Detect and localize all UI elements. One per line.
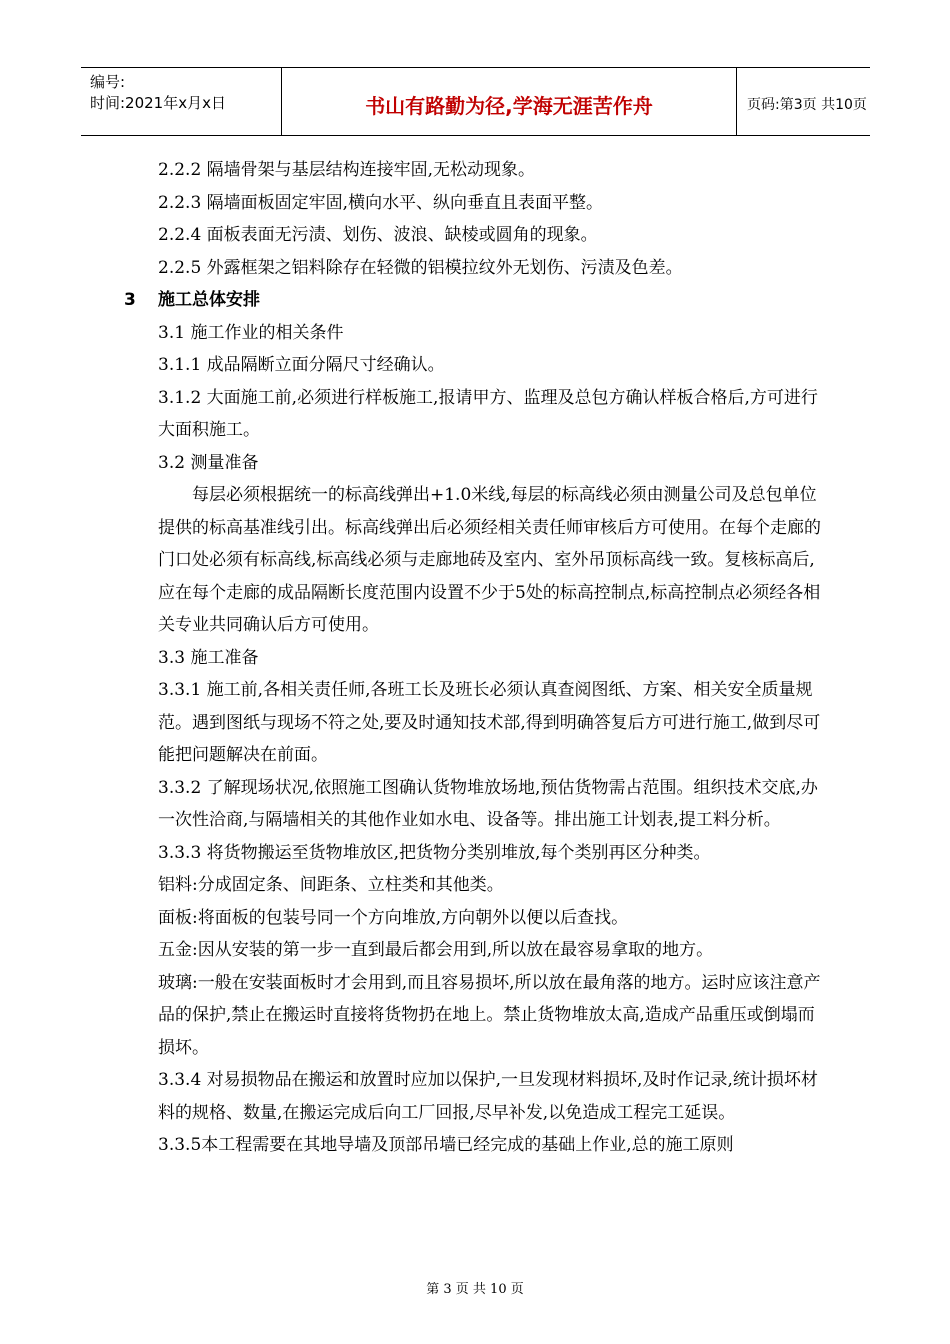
body-paragraph: 每层必须根据统一的标高线弹出+1.0米线,每层的标高线必须由测量公司及总包单位提供的标高基准线引出。标高线弹出后必须经相关责任师审核后方可使用。在每个走廊的门口处必须有标高线,标高线必须与走廊地砖及室内、室外吊顶标高线一致。复核标高后,应在每个走廊的成品隔断长度范围内设置不少于5处的标高控制点,标高控制点必须经各相关专业共同确认后方可使用。 bbox=[158, 485, 821, 635]
body-paragraph: 2.2.5 外露框架之铝料除存在轻微的铝模拉纹外无划伤、污渍及色差。 bbox=[158, 257, 683, 278]
body-paragraph: 3.3.5本工程需要在其地导墙及顶部吊墙已经完成的基础上作业,总的施工原则 bbox=[158, 1135, 734, 1155]
body-paragraph: 3.1 施工作业的相关条件 bbox=[158, 322, 344, 343]
body-paragraph: 五金:因从安装的第一步一直到最后都会用到,所以放在最容易拿取的地方。 bbox=[158, 940, 714, 960]
document-time-label: 时间:2021年x月x日 bbox=[90, 94, 226, 112]
header-page-cell bbox=[737, 68, 870, 135]
body-paragraph: 3.3.4 对易损物品在搬运和放置时应加以保护,一旦发现材料损坏,及时作记录,统计损坏材料的规格、数量,在搬运完成后向工厂回报,尽早补发,以免造成工程完工延误。 bbox=[158, 1070, 818, 1123]
body-paragraph: 2.2.4 面板表面无污渍、划伤、波浪、缺棱或圆角的现象。 bbox=[158, 225, 598, 245]
section-number: 3 bbox=[124, 290, 136, 310]
body-paragraph: 3.3 施工准备 bbox=[158, 647, 259, 668]
footer-page-number: 第 3 页 共 10 页 bbox=[426, 1282, 524, 1297]
header-motto-cell bbox=[282, 68, 737, 135]
body-paragraph: 2.2.2 隔墙骨架与基层结构连接牢固,无松动现象。 bbox=[158, 160, 536, 180]
header-left-cell bbox=[81, 68, 282, 135]
body-paragraph: 3.3.1 施工前,各相关责任师,各班工长及班长必须认真查阅图纸、方案、相关安全质量规范。遇到图纸与现场不符之处,要及时通知技术部,得到明确答复后方可进行施工,做到尽可能把问题解决在前面。 bbox=[158, 680, 821, 765]
section-title: 施工总体安排 bbox=[158, 290, 260, 310]
body-paragraph: 3.3.3 将货物搬运至货物堆放区,把货物分类别堆放,每个类别再区分种类。 bbox=[158, 842, 711, 863]
body-paragraph: 3.2 测量准备 bbox=[158, 452, 259, 473]
section-heading bbox=[124, 284, 824, 317]
page-header bbox=[81, 67, 870, 136]
body-paragraph: 3.3.2 了解现场状况,依照施工图确认货物堆放场地,预估货物需占范围。组织技术交底,办一次性洽商,与隔墙相关的其他作业如水电、设备等。排出施工计划表,提工料分析。 bbox=[158, 777, 818, 830]
document-number-label: 编号: bbox=[90, 73, 126, 91]
document-body bbox=[124, 154, 824, 1162]
body-paragraph: 面板:将面板的包装号同一个方向堆放,方向朝外以便以后查找。 bbox=[158, 907, 629, 928]
body-paragraph: 玻璃:一般在安装面板时才会用到,而且容易损坏,所以放在最角落的地方。运时应该注意产品的保护,禁止在搬运时直接将货物扔在地上。禁止货物堆放太高,造成产品重压或倒塌而损坏。 bbox=[158, 972, 821, 1058]
header-page-info: 页码:第3页 共10页 bbox=[747, 96, 867, 113]
header-motto: 书山有路勤为径,学海无涯苦作舟 bbox=[365, 94, 653, 118]
body-paragraph: 3.1.1 成品隔断立面分隔尺寸经确认。 bbox=[158, 355, 445, 375]
page-footer bbox=[0, 1278, 950, 1297]
body-paragraph: 2.2.3 隔墙面板固定牢固,横向水平、纵向垂直且表面平整。 bbox=[158, 192, 604, 213]
body-paragraph: 铝料:分成固定条、间距条、立柱类和其他类。 bbox=[158, 875, 504, 895]
body-paragraph: 3.1.2 大面施工前,必须进行样板施工,报请甲方、监理及总包方确认样板合格后,方可进行大面积施工。 bbox=[158, 387, 818, 440]
